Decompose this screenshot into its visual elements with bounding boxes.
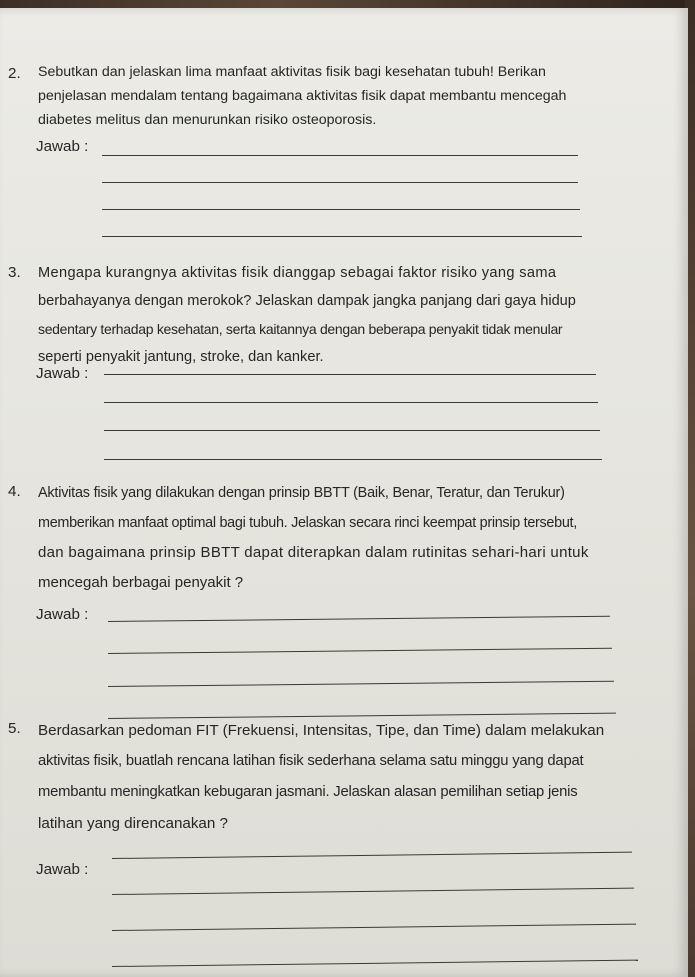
answer-line[interactable] xyxy=(112,960,638,967)
question-line: diabetes melitus dan menurunkan risiko osteoporosis. xyxy=(38,112,377,128)
question-line: aktivitas fisik, buatlah rencana latihan fisik sederhana selama satu minggu yang dapat xyxy=(38,753,584,769)
answer-label: Jawab : xyxy=(36,861,89,878)
answer-line[interactable] xyxy=(102,209,580,210)
question-line: Sebutkan dan jelaskan lima manfaat aktivitas fisik bagi kesehatan tubuh! Berikan xyxy=(38,64,546,80)
question-line: seperti penyakit jantung, stroke, dan kanker. xyxy=(38,349,324,365)
answer-line[interactable] xyxy=(108,648,612,654)
question-text xyxy=(38,259,576,371)
question-text xyxy=(38,478,589,598)
answer-line[interactable] xyxy=(102,155,578,156)
question-line: Mengapa kurangnya aktivitas fisik dianggap sebagai faktor risiko yang sama xyxy=(38,265,557,281)
question-5 xyxy=(8,715,604,839)
question-number: 4. xyxy=(8,483,21,500)
answer-line[interactable] xyxy=(108,616,610,622)
answer-label: Jawab : xyxy=(36,365,89,382)
question-line: latihan yang direncanakan ? xyxy=(38,815,228,832)
question-line: dan bagaimana prinsip BBTT dapat diterapkan dalam rutinitas sehari-hari untuk xyxy=(38,544,589,561)
worksheet-page xyxy=(0,8,688,977)
question-line: membantu meningkatkan kebugaran jasmani. Jelaskan alasan pemilihan setiap jenis xyxy=(38,784,578,800)
question-4 xyxy=(8,478,589,598)
answer-line[interactable] xyxy=(112,924,636,931)
question-number: 2. xyxy=(8,65,21,82)
answer-line[interactable] xyxy=(104,430,600,431)
answer-line[interactable] xyxy=(104,402,598,403)
question-number: 3. xyxy=(8,264,21,281)
answer-line[interactable] xyxy=(104,459,602,460)
question-number: 5. xyxy=(8,720,21,737)
answer-line[interactable] xyxy=(104,374,596,375)
question-line: berbahayanya dengan merokok? Jelaskan dampak jangka panjang dari gaya hidup xyxy=(38,293,576,309)
question-line: Aktivitas fisik yang dilakukan dengan prinsip BBTT (Baik, Benar, Teratur, dan Terukur) xyxy=(38,485,565,501)
question-line: penjelasan mendalam tentang bagaimana aktivitas fisik dapat membantu mencegah xyxy=(38,88,567,104)
question-line: mencegah berbagai penyakit ? xyxy=(38,574,244,591)
answer-label: Jawab : xyxy=(36,606,89,623)
answer-line[interactable] xyxy=(112,852,632,859)
question-line: Berdasarkan pedoman FIT (Frekuensi, Intensitas, Tipe, dan Time) dalam melakukan xyxy=(38,722,605,739)
answer-line[interactable] xyxy=(112,888,634,895)
question-text xyxy=(38,715,604,839)
answer-line[interactable] xyxy=(108,681,614,687)
answer-line[interactable] xyxy=(102,236,582,237)
question-line: memberikan manfaat optimal bagi tubuh. Jelaskan secara rinci keempat prinsip tersebut, xyxy=(38,515,577,531)
answer-line[interactable] xyxy=(102,182,578,183)
question-line: sedentary terhadap kesehatan, serta kaitannya dengan beberapa penyakit tidak menular xyxy=(38,321,563,337)
question-2 xyxy=(8,60,566,132)
question-3 xyxy=(8,259,576,371)
answer-label: Jawab : xyxy=(36,138,89,155)
question-text xyxy=(38,60,566,132)
